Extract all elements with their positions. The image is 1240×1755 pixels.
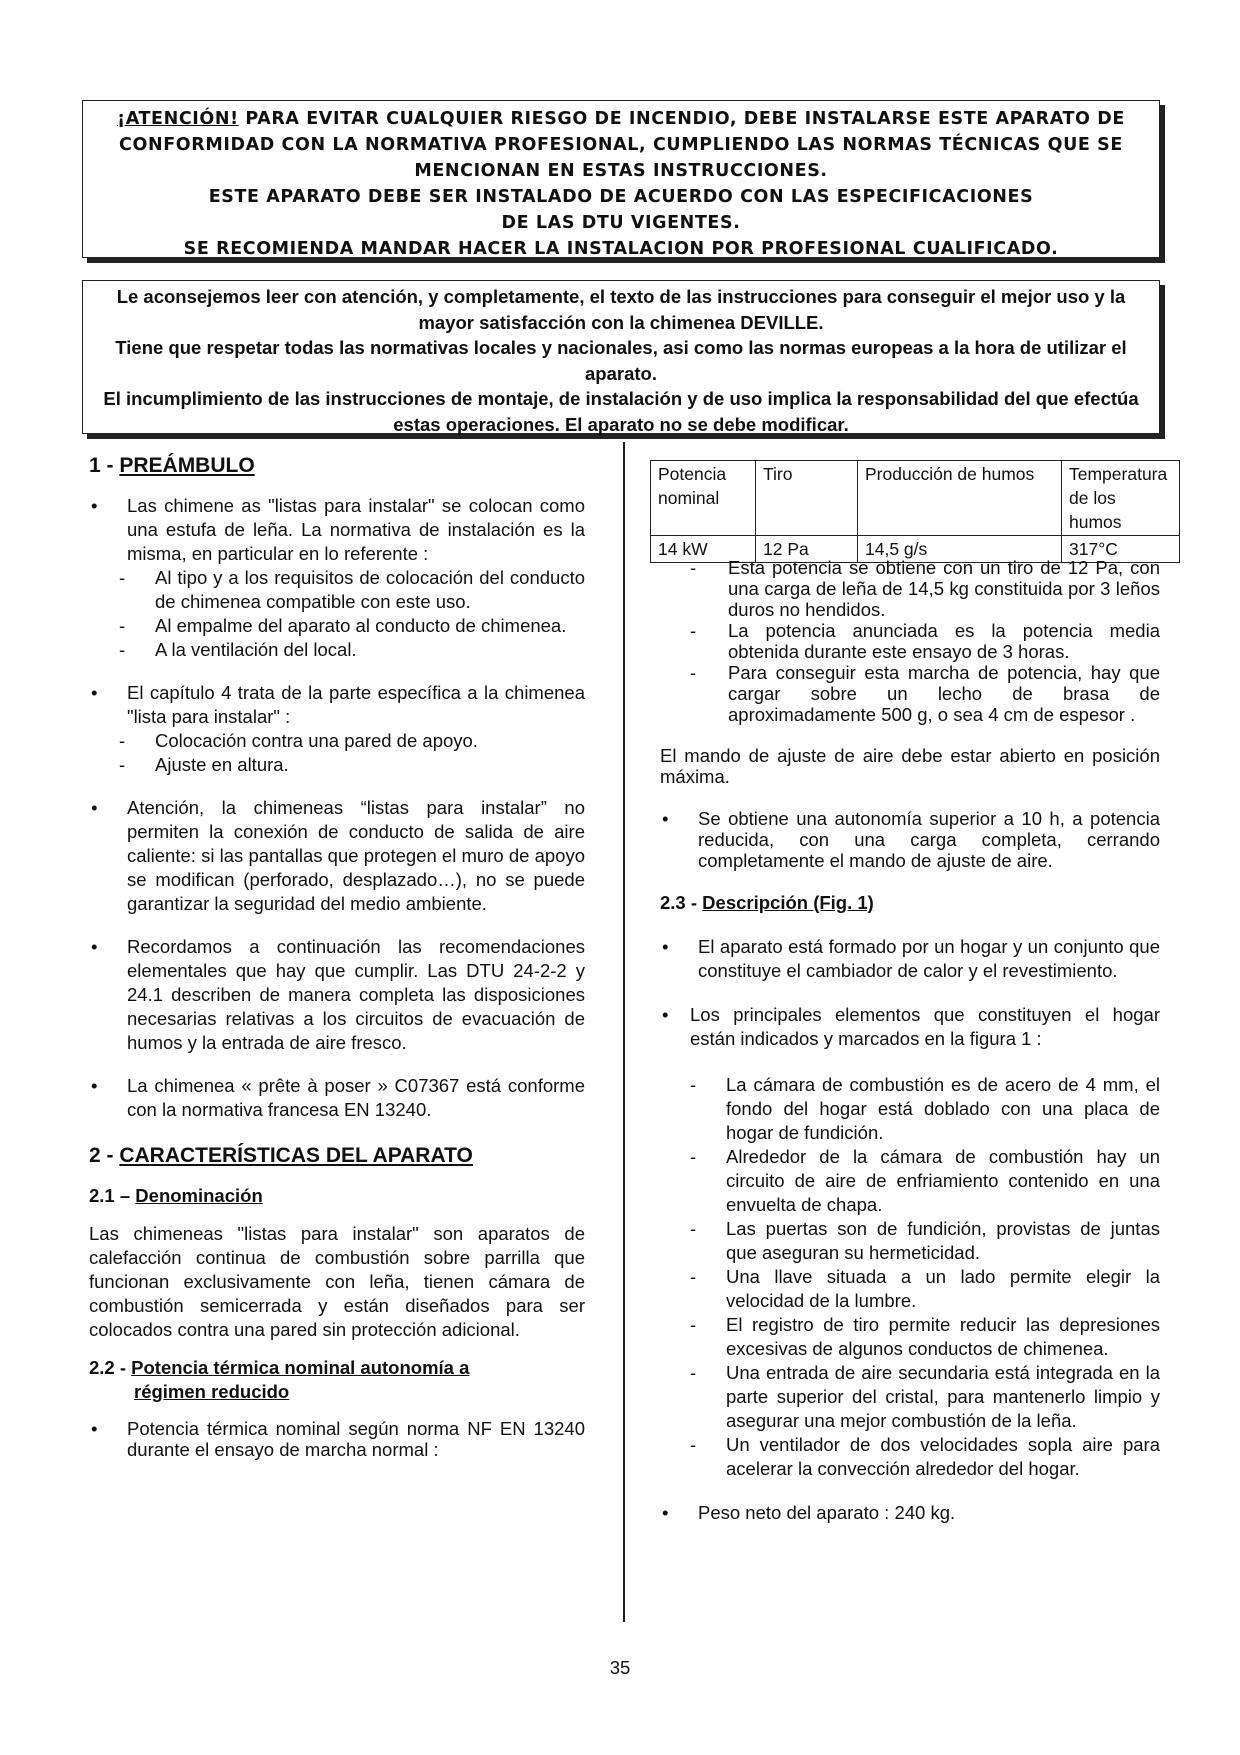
paragraph: Las chimeneas "listas para instalar" son aparatos de calefacción continua de combustión sobre parrilla que funcionan exclusivamente con leña, tienen cámara de combustión semicerrada y están diseñados para ser colocados contra una pared sin protección adicional. [89,1223,585,1340]
list-subitem: - Al empalme del aparato al conducto de chimenea. [89,614,585,638]
list-subitem: - Esta potencia se obtiene con un tiro de 12 Pa, con una carga de leña de 14,5 kg constituida por 3 leños duros no hendidos. [660,557,1160,620]
list-item: • El aparato está formado por un hogar y un conjunto que constituye el cambiador de calor y el revestimiento. [660,935,1160,983]
power-table [650,460,1180,563]
list-item: • La chimenea « prête à poser » C07367 está conforme con la normativa francesa EN 13240. [89,1074,585,1122]
advice-box [82,280,1160,434]
section-1-heading: 1 - PREÁMBULO [89,454,255,477]
list-item: • Potencia térmica nominal según norma NF EN 13240 durante el ensayo de marcha normal : [89,1418,585,1460]
list-subitem: - La potencia anunciada es la potencia media obtenida durante este ensayo de 3 horas. [660,620,1160,662]
list-subitem: - Para conseguir esta marcha de potencia, hay que cargar sobre un lecho de brasa de aproximadamente 500 g, o sea 4 cm de espesor . [660,662,1160,725]
list-subitem: - Ajuste en altura. [89,753,585,777]
list-item: • Atención, la chimeneas “listas para instalar” no permiten la conexión de conducto de salida de aire caliente: si las pantallas que protegen el muro de apoyo se modifican (perforado, desplazado…), no se puede garantizar la seguridad del medio ambiente. [89,796,585,916]
list-subitem: - Alrededor de la cámara de combustión hay un circuito de aire de enfriamiento contenido en una envuelta de chapa. [660,1145,1160,1217]
advice-paragraph: Le aconsejemos leer con atención, y completamente, el texto de las instrucciones para conseguir el mejor uso y la mayor satisfacción con la chimenea DEVILLE. [116,286,1126,333]
list-item: • Se obtiene una autonomía superior a 10 h, a potencia reducida, con una carga completa, cerrando completamente el mando de ajuste de aire. [660,808,1160,871]
section-2-heading: 2 - CARACTERÍSTICAS DEL APARATO [89,1144,473,1167]
table-cell: 14 kW [651,536,756,563]
section-2-2-heading: 2.2 - Potencia térmica nominal autonomía a [89,1357,470,1378]
section-2-3-heading: 2.3 - Descripción (Fig. 1) [660,892,874,913]
paragraph: El mando de ajuste de aire debe estar abierto en posición máxima. [660,745,1160,787]
list-subitem: - Una llave situada a un lado permite elegir la velocidad de la lumbre. [660,1265,1160,1313]
warning-text: ¡ATENCIÓN! PARA EVITAR CUALQUIER RIESGO DE INCENDIO, DEBE INSTALARSE ESTE APARATO DE CONFORMIDAD CON LA NORMATIVA PROFESIONAL, CUMPLIENDO LAS NORMAS TÉCNICAS QUE SE MENCIONAN EN ESTAS INSTRUCCIONES. [117,109,1125,181]
list-subitem: - Las puertas son de fundición, provistas de juntas que aseguran su hermeticidad. [660,1217,1160,1265]
list-item: • Los principales elementos que constituyen el hogar están indicados y marcados en la figura 1 : [660,1003,1160,1051]
section-2-2-heading-cont: régimen reducido [134,1381,290,1402]
list-subitem: - Una entrada de aire secundaria está integrada en la parte superior del cristal, para mantenerlo limpio y asegurar una mejor combustión de la leña. [660,1361,1160,1433]
table-cell: 14,5 g/s [858,536,1062,563]
list-subitem: - La cámara de combustión es de acero de 4 mm, el fondo del hogar está doblado con una placa de hogar de fundición. [660,1073,1160,1145]
column-divider [623,442,625,1622]
advice-paragraph: El incumplimiento de las instrucciones de montaje, de instalación y de uso implica la responsabilidad del que efectúa estas operaciones. El aparato no se debe modificar. [103,388,1139,435]
list-item: • El capítulo 4 trata de la parte específica a la chimenea "lista para instalar" : [89,681,585,729]
list-subitem: - Colocación contra una pared de apoyo. [89,729,585,753]
warning-line: ESTE APARATO DEBE SER INSTALADO DE ACUERDO CON LAS ESPECIFICACIONES [208,187,1034,207]
page-number: 35 [609,1657,631,1678]
list-subitem: - A la ventilación del local. [89,638,585,662]
warning-box [82,100,1160,258]
table-header: Potencia nominal [651,461,756,536]
right-column [660,557,1160,1525]
list-item: • Recordamos a continuación las recomendaciones elementales que hay que cumplir. Las DTU 24-2-2 y 24.1 describen de manera completa las disposiciones necesarias relativas a los circuitos de evacuación de humos y la entrada de aire fresco. [89,935,585,1055]
list-item: • Peso neto del aparato : 240 kg. [660,1501,1160,1525]
section-2-1-heading: 2.1 – Denominación [89,1185,263,1206]
list-subitem: - El registro de tiro permite reducir las depresiones excesivas de algunos conductos de chimenea. [660,1313,1160,1361]
list-subitem: - Un ventilador de dos velocidades sopla aire para acelerar la convección alrededor del hogar. [660,1433,1160,1481]
list-item: • Las chimene as "listas para instalar" se colocan como una estufa de leña. La normativa de instalación es la misma, en particular en lo referente : [89,494,585,566]
table-cell: 12 Pa [756,536,858,563]
table-header: Producción de humos [858,461,1062,536]
table-cell: 317°C [1062,536,1180,563]
table-row [651,461,1180,536]
list-subitem: - Al tipo y a los requisitos de colocación del conducto de chimenea compatible con este uso. [89,566,585,614]
warning-line: SE RECOMIENDA MANDAR HACER LA INSTALACION POR PROFESIONAL CUALIFICADO. [183,239,1059,259]
warning-line: DE LAS DTU VIGENTES. [501,213,741,233]
table-header: Tiro [756,461,858,536]
table-header: Temperatura de los humos [1062,461,1180,536]
warning-title: ¡ATENCIÓN! [117,109,239,129]
left-column [89,452,585,1460]
advice-paragraph: Tiene que respetar todas las normativas locales y nacionales, asi como las normas europeas a la hora de utilizar el aparato. [115,337,1127,384]
